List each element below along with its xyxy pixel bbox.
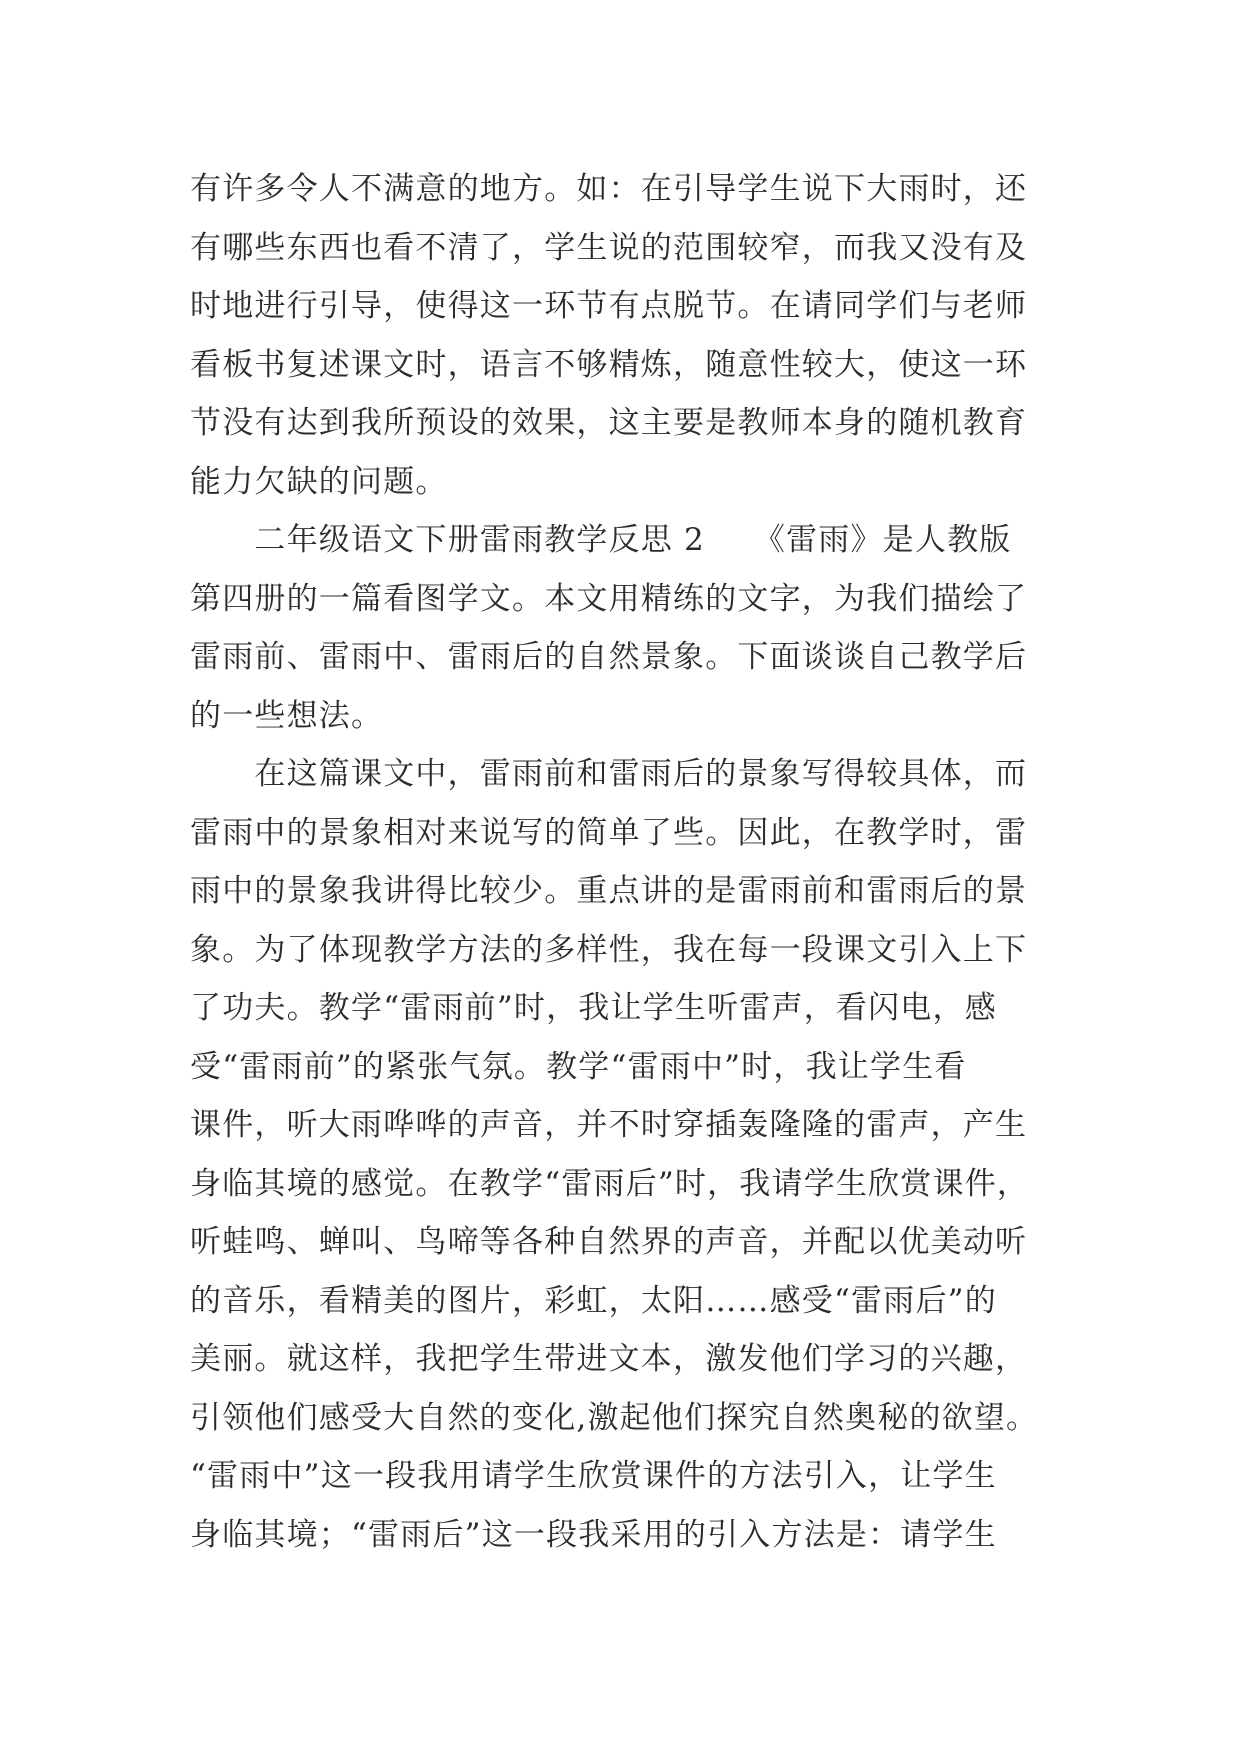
text-line: 身临其境的感觉。在教学“雷雨后”时，我请学生欣赏课件， xyxy=(190,1165,1030,1202)
text-line: 了功夫。教学“雷雨前”时，我让学生听雷声，看闪电，感 xyxy=(190,990,997,1026)
text-line: 雨中的景象我讲得比较少。重点讲的是雷雨前和雷雨后的景 xyxy=(190,873,1028,909)
text-line: 有哪些东西也看不清了，学生说的范围较窄，而我又没有及 xyxy=(190,229,1028,266)
text-line: 雷雨前、雷雨中、雷雨后的自然景象。下面谈谈自己教学后 xyxy=(190,639,1028,675)
text-line: 引领他们感受大自然的变化,激起他们探究自然奥秘的欲望。 xyxy=(190,1399,1039,1436)
text-line: 能力欠缺的问题。 xyxy=(190,463,448,500)
text-line: 美丽。就这样，我把学生带进文本，激发他们学习的兴趣， xyxy=(190,1341,1028,1377)
text-line: 听蛙鸣、蝉叫、鸟啼等各种自然界的声音，并配以优美动听 xyxy=(190,1224,1028,1260)
text-line: 身临其境；“雷雨后”这一段我采用的引入方法是：请学生 xyxy=(190,1516,997,1553)
text-line: 有许多令人不满意的地方。如：在引导学生说下大雨时，还 xyxy=(190,171,1028,207)
text-line: 时地进行引导，使得这一环节有点脱节。在请同学们与老师 xyxy=(190,288,1028,324)
text-line: “雷雨中”这一段我用请学生欣赏课件的方法引入，让学生 xyxy=(190,1458,997,1494)
text-line: 第四册的一篇看图学文。本文用精练的文字，为我们描绘了 xyxy=(190,580,1028,617)
text-line: 节没有达到我所预设的效果，这主要是教师本身的随机教育 xyxy=(190,405,1028,441)
section-heading-line: 二年级语文下册雷雨教学反思 2 《雷雨》是人教版 xyxy=(190,522,1012,558)
text-line: 雷雨中的景象相对来说写的简单了些。因此，在教学时，雷 xyxy=(190,814,1028,851)
text-line: 象。为了体现教学方法的多样性，我在每一段课文引入上下 xyxy=(190,931,1028,968)
text-line: 看板书复述课文时，语言不够精炼，随意性较大，使这一环 xyxy=(190,346,1028,383)
text-line: 的音乐，看精美的图片，彩虹，太阳……感受“雷雨后”的 xyxy=(190,1282,997,1319)
text-line: 课件，听大雨哗哗的声音，并不时穿插轰隆隆的雷声，产生 xyxy=(190,1107,1028,1143)
text-line: 的一些想法。 xyxy=(190,697,384,734)
document-body xyxy=(190,160,1050,1564)
paragraph-start-line: 在这篇课文中，雷雨前和雷雨后的景象写得较具体，而 xyxy=(190,756,1028,792)
text-line: 受“雷雨前”的紧张气氛。教学“雷雨中”时，我让学生看 xyxy=(190,1048,967,1085)
